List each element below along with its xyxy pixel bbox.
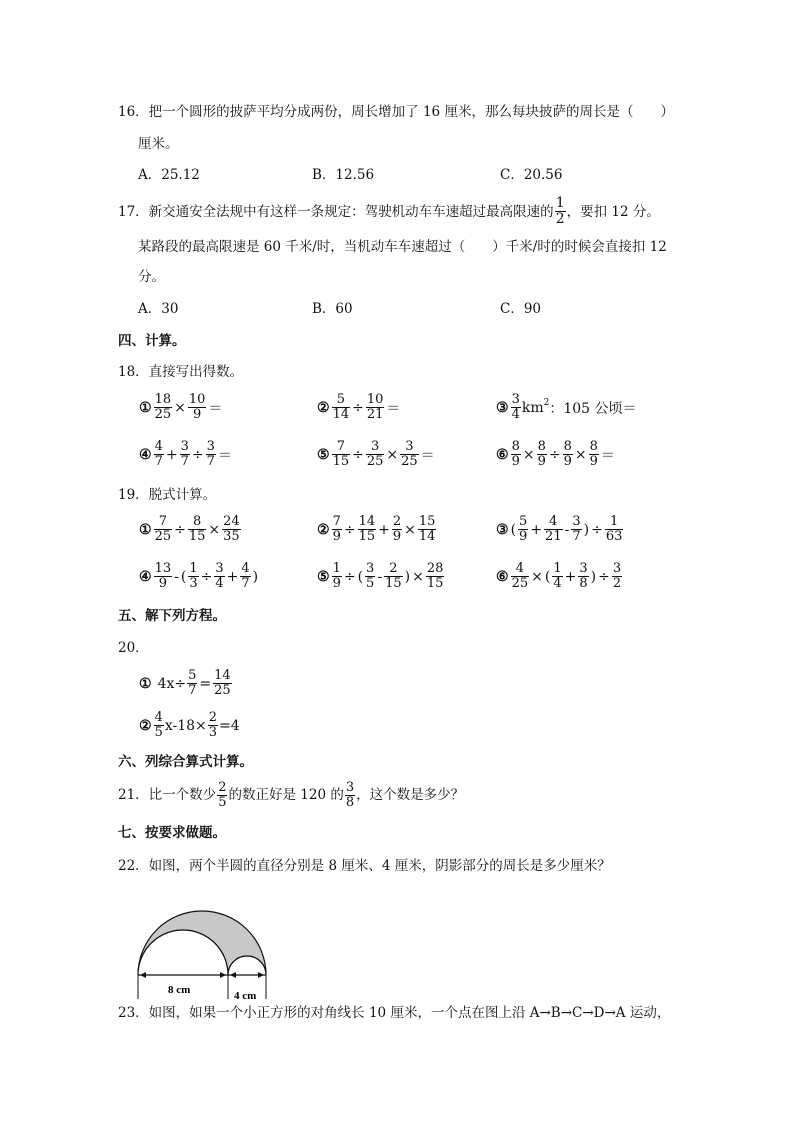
paren: ): [590, 568, 597, 585]
num: 10: [188, 392, 206, 407]
paren: ): [252, 568, 259, 585]
operator: ÷: [598, 568, 610, 585]
num: 8: [537, 439, 546, 454]
q17-line1-pre: 17．新交通安全法规中有这样一条规定：驾驶机动车车速超过最高限速的: [118, 203, 554, 220]
q16-line1: 16．把一个圆形的披萨平均分成两份，周长增加了 16 厘米，那么每块披萨的周长是（ ）: [118, 104, 674, 120]
den: 5: [154, 725, 163, 740]
circled-4: ④: [139, 568, 152, 585]
den: 15: [426, 576, 444, 591]
den: 21: [545, 529, 562, 544]
equals: ＝: [208, 400, 223, 417]
q23-text: 23．如图，如果一个小正方形的对角线长 10 厘米，一个点在图上沿 A→B→C→D→A 运动，: [118, 1005, 671, 1021]
label-8cm: 8 cm: [168, 984, 191, 996]
q19-expr-6: [495, 562, 623, 591]
q17-frac-den: 2: [555, 211, 565, 227]
den: 25: [366, 454, 384, 469]
den: 8: [345, 794, 355, 810]
den: 9: [332, 576, 341, 591]
operator: ×: [531, 568, 543, 585]
num: 3: [180, 439, 189, 454]
den: 25: [214, 683, 231, 698]
circled-5: ⑤: [317, 446, 330, 463]
q17-fraction: [555, 196, 566, 227]
operator: -: [377, 568, 383, 585]
operator: +: [226, 568, 239, 585]
num: 28: [426, 561, 444, 576]
den: 25: [511, 576, 529, 591]
den: 3: [208, 725, 218, 740]
section-4-heading: 四、计算。: [118, 333, 186, 349]
den: 9: [519, 529, 528, 544]
equals: ＝: [420, 447, 435, 464]
q22-text: 22．如图，两个半圆的直径分别是 8 厘米、4 厘米，阴影部分的周长是多少厘米？: [118, 858, 611, 874]
q21-line: [118, 780, 464, 810]
den: 35: [223, 529, 240, 544]
num: 1: [332, 561, 341, 576]
den: 9: [332, 529, 341, 544]
num: 3: [366, 440, 385, 455]
num: 3: [206, 439, 215, 454]
operator: ÷: [343, 568, 356, 585]
q20-equation-2: [138, 711, 240, 740]
num: 2: [392, 514, 402, 529]
operator: ×: [574, 446, 587, 463]
unit-km: km: [521, 399, 544, 416]
den: 15: [332, 454, 350, 469]
num: 5: [519, 514, 528, 529]
eq-right: =4: [219, 717, 240, 734]
den: 9: [511, 454, 520, 469]
operator: +: [165, 446, 178, 463]
section-7-heading: 七、按要求做题。: [118, 825, 226, 841]
den: 4: [215, 576, 224, 591]
den: 2: [612, 576, 622, 591]
equals: ＝: [600, 447, 615, 464]
operator: ÷: [591, 521, 603, 538]
q17-line2: 某路段的最高限速是 60 千米/时，当机动车车速超过（ ）千米/时的时候会直接扣 12: [138, 239, 667, 255]
num: 4: [154, 710, 163, 725]
den: 7: [180, 454, 189, 469]
eq-middle: x-18×: [164, 717, 207, 734]
q18-expr-6: [495, 440, 616, 469]
den: 15: [188, 529, 206, 544]
num: 4: [544, 515, 563, 530]
num: 8: [188, 515, 207, 530]
num: 15: [418, 514, 436, 529]
q17-line3: 分。: [138, 269, 165, 285]
q16-option-b: B．12.56: [312, 167, 375, 183]
circled-6: ⑥: [496, 446, 509, 463]
num: 3: [612, 561, 622, 576]
num: 5: [332, 393, 351, 408]
den: 9: [392, 529, 402, 544]
circled-2: ②: [139, 717, 152, 734]
circled-2: ②: [317, 399, 330, 416]
q17-line1: [118, 196, 660, 227]
num: 3: [345, 779, 355, 795]
num: 13: [154, 561, 172, 576]
circled-1: ①: [139, 521, 152, 538]
num: 3: [366, 561, 375, 576]
den: 8: [579, 576, 588, 591]
num: 2: [218, 779, 227, 795]
circled-1: ①: [139, 675, 152, 692]
den: 9: [537, 454, 546, 469]
q19-expr-2: [316, 515, 437, 544]
operator: ÷: [343, 521, 356, 538]
den: 15: [385, 576, 402, 591]
operator: +: [378, 521, 390, 538]
den: 7: [241, 576, 250, 591]
eq-prefix: 4x÷: [157, 675, 187, 692]
circled-6: ⑥: [496, 568, 509, 585]
operator: ×: [412, 568, 424, 585]
operator: +: [530, 521, 543, 538]
q17-frac-num: 1: [555, 195, 565, 211]
num: 14: [358, 514, 376, 529]
den: 15: [358, 529, 376, 544]
q19-expr-3: [495, 515, 624, 544]
operator: ×: [386, 446, 399, 463]
q17-line1-post: ，要扣 12 分。: [566, 203, 660, 220]
num: 18: [154, 392, 172, 407]
q18-expr-1: [138, 393, 223, 422]
q18-expr-2: [316, 393, 401, 422]
num: 8: [589, 439, 598, 454]
den: 25: [401, 454, 418, 469]
num: 7: [332, 440, 351, 455]
operator: ÷: [548, 446, 561, 463]
paren: (: [510, 521, 517, 538]
num: 5: [188, 668, 197, 683]
num: 4: [241, 561, 250, 576]
num: 7: [332, 514, 341, 529]
den: 7: [154, 454, 163, 469]
num: 14: [214, 668, 231, 683]
semicircle-figure: [130, 895, 270, 1000]
paren: (: [180, 568, 187, 585]
q18-expr-5: [316, 440, 436, 469]
den: 9: [158, 576, 167, 591]
den: 63: [605, 529, 623, 544]
equals: ＝: [217, 447, 232, 464]
operator: ×: [522, 446, 535, 463]
den: 3: [189, 576, 198, 591]
paren: ): [404, 568, 411, 585]
unit-exponent: 2: [543, 397, 550, 408]
num: 2: [384, 562, 403, 577]
num: 24: [223, 514, 240, 529]
num: 7: [154, 515, 173, 530]
den: 14: [418, 529, 436, 544]
operator: ÷: [200, 568, 213, 585]
equals: ＝: [386, 400, 401, 417]
den: 7: [572, 529, 581, 544]
q19-expr-5: [316, 562, 445, 591]
den: 14: [332, 407, 350, 422]
num: 3: [215, 561, 224, 576]
operator: +: [564, 568, 577, 585]
q18-expr-3: [495, 393, 637, 422]
q17-option-c: C．90: [500, 301, 542, 317]
num: 3: [400, 440, 419, 455]
operator: ÷: [174, 521, 186, 538]
q20-equation-1: [138, 669, 233, 698]
num: 8: [511, 439, 520, 454]
den: 7: [188, 683, 197, 698]
operator: ÷: [352, 446, 364, 463]
q20-title: 20．: [118, 640, 149, 656]
q19-title: 19．脱式计算。: [118, 487, 217, 503]
equals: =: [199, 675, 212, 692]
operator: -: [174, 568, 179, 585]
num: 1: [553, 561, 562, 576]
q16-option-c: C．20.56: [500, 167, 563, 183]
section-6-heading: 六、列综合算式计算。: [118, 754, 253, 770]
circled-4: ④: [139, 446, 152, 463]
num: 2: [208, 710, 218, 725]
circled-3: ③: [496, 521, 509, 538]
num: 3: [579, 561, 588, 576]
den: 9: [192, 407, 202, 422]
q17-option-b: B．60: [312, 301, 353, 317]
den: 25: [154, 407, 172, 422]
operator: ×: [208, 521, 221, 538]
circled-3: ③: [496, 399, 509, 416]
den: 4: [553, 576, 562, 591]
num: 4: [511, 562, 530, 577]
q21-mid: 的数正好是 120 的: [228, 787, 344, 803]
paren: (: [357, 568, 364, 585]
num: 4: [154, 439, 163, 454]
den: 9: [563, 454, 572, 469]
den: 4: [511, 407, 520, 422]
paren: (: [544, 568, 551, 585]
den: 7: [206, 454, 215, 469]
num: 8: [563, 439, 572, 454]
num: 1: [605, 515, 624, 530]
num: 3: [572, 514, 581, 529]
q16-option-a: A．25.12: [138, 167, 200, 183]
num: 3: [511, 392, 520, 407]
q21-pre: 21．比一个数少: [118, 787, 217, 803]
circled-1: ①: [139, 399, 152, 416]
den: 5: [218, 794, 227, 810]
num: 1: [189, 561, 198, 576]
den: 9: [589, 454, 598, 469]
circled-5: ⑤: [317, 568, 330, 585]
circled-2: ②: [317, 521, 330, 538]
den: 21: [366, 407, 384, 422]
rest-text: ：105 公顷＝: [549, 400, 637, 417]
q17-option-a: A．30: [138, 301, 179, 317]
paren: ): [583, 521, 590, 538]
num: 10: [366, 392, 384, 407]
q21-post: ，这个数是多少？: [356, 787, 465, 803]
q18-title: 18．直接写出得数。: [118, 364, 244, 380]
section-5-heading: 五、解下列方程。: [118, 608, 226, 624]
q19-expr-4: [138, 562, 259, 591]
q18-expr-4: [138, 440, 233, 469]
q19-expr-1: [138, 515, 242, 544]
operator: ×: [174, 399, 186, 416]
q16-line2: 厘米。: [138, 136, 179, 152]
operator: -: [564, 521, 570, 538]
den: 5: [366, 576, 375, 591]
operator: ×: [404, 521, 416, 538]
label-4cm: 4 cm: [234, 990, 257, 1000]
operator: ÷: [191, 446, 204, 463]
operator: ÷: [352, 399, 364, 416]
den: 25: [154, 529, 172, 544]
